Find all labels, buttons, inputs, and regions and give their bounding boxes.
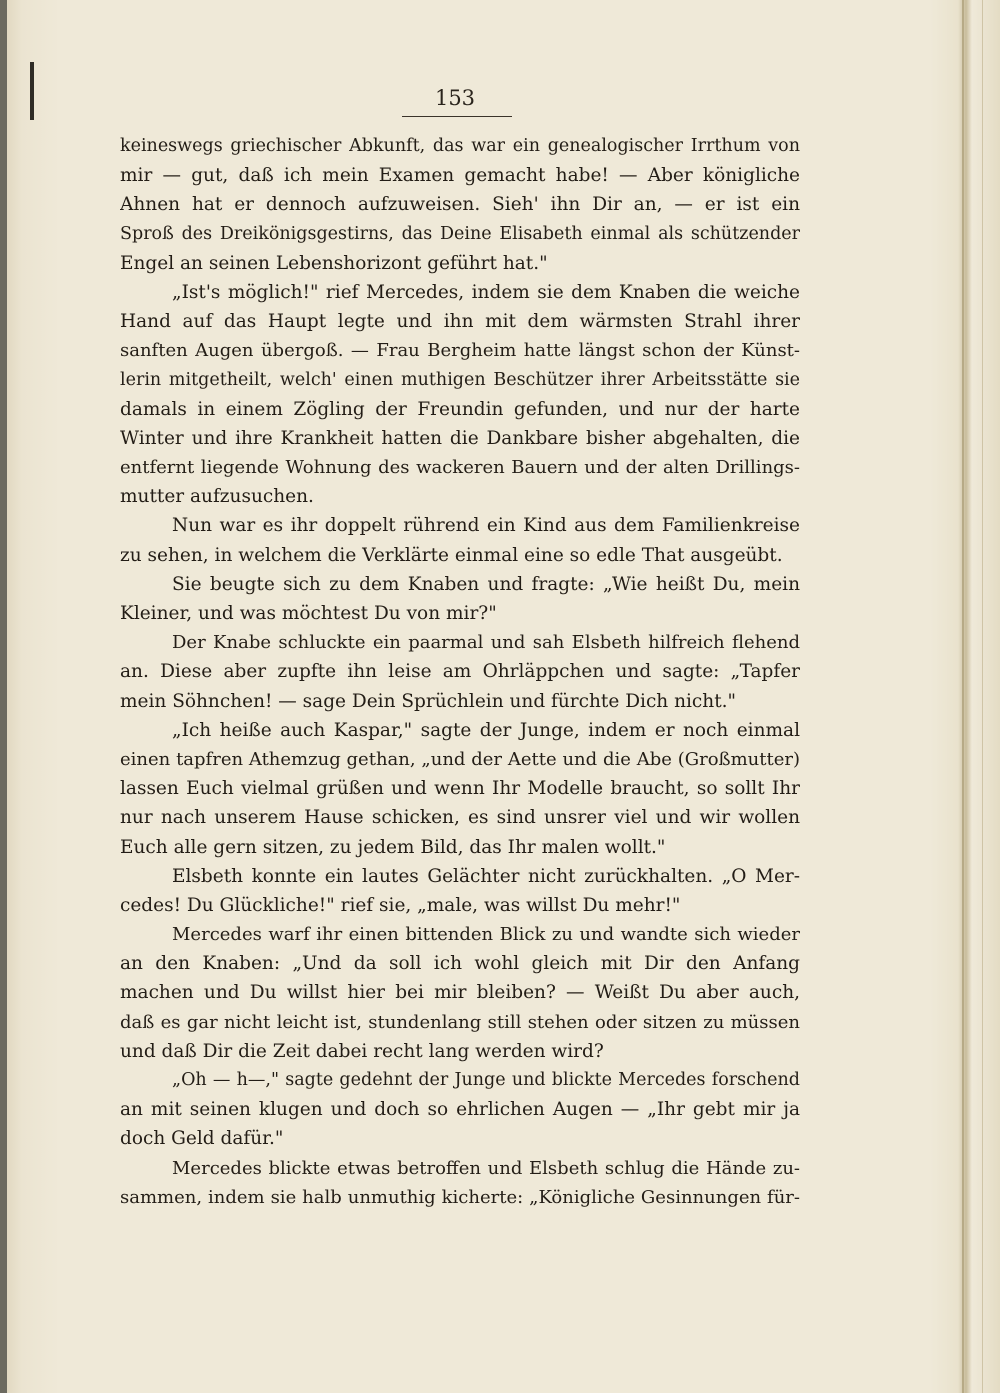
text-line: Engel an seinen Lebenshorizont geführt hat."	[120, 252, 548, 274]
text-line: Hand auf das Haupt legte und ihn mit dem wärmsten Strahl ihrer	[120, 311, 800, 333]
text-line: sammen, indem sie halb unmuthig kicherte: „Königliche Gesinnungen für-	[120, 1186, 800, 1208]
text-line: Kleiner, und was möchtest Du von mir?"	[120, 603, 497, 624]
page-number: 153	[434, 86, 476, 110]
text-line: Euch alle gern sitzen, zu jedem Bild, das Ihr malen wollt."	[120, 836, 666, 858]
text-line: damals in einem Zögling der Freundin gefunden, und nur der harte	[120, 398, 800, 420]
text-line: mutter aufzusuchen.	[120, 486, 314, 508]
text-line: doch Geld dafür."	[120, 1128, 284, 1150]
text-line: Nun war es ihr doppelt rührend ein Kind aus dem Familienkreise	[172, 515, 800, 537]
text-line: an den Knaben: „Und da soll ich wohl gleich mit Dir den Anfang	[120, 953, 800, 975]
text-line: cedes! Du Glückliche!" rief sie, „male, was willst Du mehr!"	[120, 894, 681, 916]
text-line: daß es gar nicht leicht ist, stundenlang still stehen oder sitzen zu müssen	[120, 1011, 800, 1033]
text-line: „Ich heiße auch Kaspar," sagte der Junge, indem er noch einmal	[172, 719, 800, 741]
text-line: lassen Euch vielmal grüßen und wenn Ihr Modelle braucht, so sollt Ihr	[120, 778, 800, 800]
text-line: „Oh — h—," sagte gedehnt der Junge und blickte Mercedes forschend	[172, 1070, 800, 1090]
text-line: Elsbeth konnte ein lautes Gelächter nicht zurückhalten. „O Mer-	[172, 865, 800, 887]
text-line: und daß Dir die Zeit dabei recht lang werden wird?	[120, 1040, 604, 1062]
text-line: an. Diese aber zupfte ihn leise am Ohrläppchen und sagte: „Tapfer	[120, 661, 800, 683]
page-fore-edge	[962, 0, 964, 1393]
body-text	[120, 132, 800, 1212]
text-line: Mercedes warf ihr einen bittenden Blick zu und wandte sich wieder	[172, 924, 800, 946]
text-line: mir — gut, daß ich mein Examen gemacht habe! — Aber königliche	[120, 165, 800, 187]
text-line: Sproß des Dreikönigsgestirns, das Deine Elisabeth einmal als schützender	[120, 223, 800, 244]
text-line: sanften Augen übergoß. — Frau Bergheim hatte längst schon der Künst-	[120, 340, 800, 362]
text-line: Mercedes blickte etwas betroffen und Elsbeth schlug die Hände zu-	[172, 1157, 800, 1179]
text-line: zu sehen, in welchem die Verklärte einmal eine so edle That ausgeübt.	[120, 544, 783, 566]
page-number-rule	[402, 116, 512, 117]
text-line: Sie beugte sich zu dem Knaben und fragte: „Wie heißt Du, mein	[172, 573, 800, 595]
text-line: Winter und ihre Krankheit hatten die Dankbare bisher abgehalten, die	[120, 427, 800, 449]
text-line: lerin mitgetheilt, welch' einen muthigen Beschützer ihrer Arbeitsstätte sie	[120, 369, 800, 390]
page-gutter-shadow	[0, 0, 7, 1393]
text-line: Der Knabe schluckte ein paarmal und sah Elsbeth hilfreich flehend	[172, 632, 800, 654]
text-line: einen tapfren Athemzug gethan, „und der Aette und die Abe (Großmutter)	[120, 748, 800, 770]
text-line: mein Söhnchen! — sage Dein Sprüchlein und fürchte Dich nicht."	[120, 690, 737, 712]
text-line: machen und Du willst hier bei mir bleiben? — Weißt Du aber auch,	[120, 982, 800, 1004]
text-line: nur nach unserem Hause schicken, es sind unsrer viel und wir wollen	[120, 807, 800, 829]
binding-mark	[30, 62, 34, 120]
text-line: an mit seinen klugen und doch so ehrlichen Augen — „Ihr gebt mir ja	[120, 1099, 800, 1121]
text-line: Ahnen hat er dennoch aufzuweisen. Sieh' ihn Dir an, — er ist ein	[120, 194, 800, 216]
text-line: „Ist's möglich!" rief Mercedes, indem sie dem Knaben die weiche	[172, 281, 800, 303]
text-line: keineswegs griechischer Abkunft, das war ein genealogischer Irrthum von	[120, 136, 800, 156]
text-line: entfernt liegende Wohnung des wackeren Bauern und der alten Drillings-	[120, 457, 800, 479]
page-fore-edge-inner	[982, 0, 983, 1393]
